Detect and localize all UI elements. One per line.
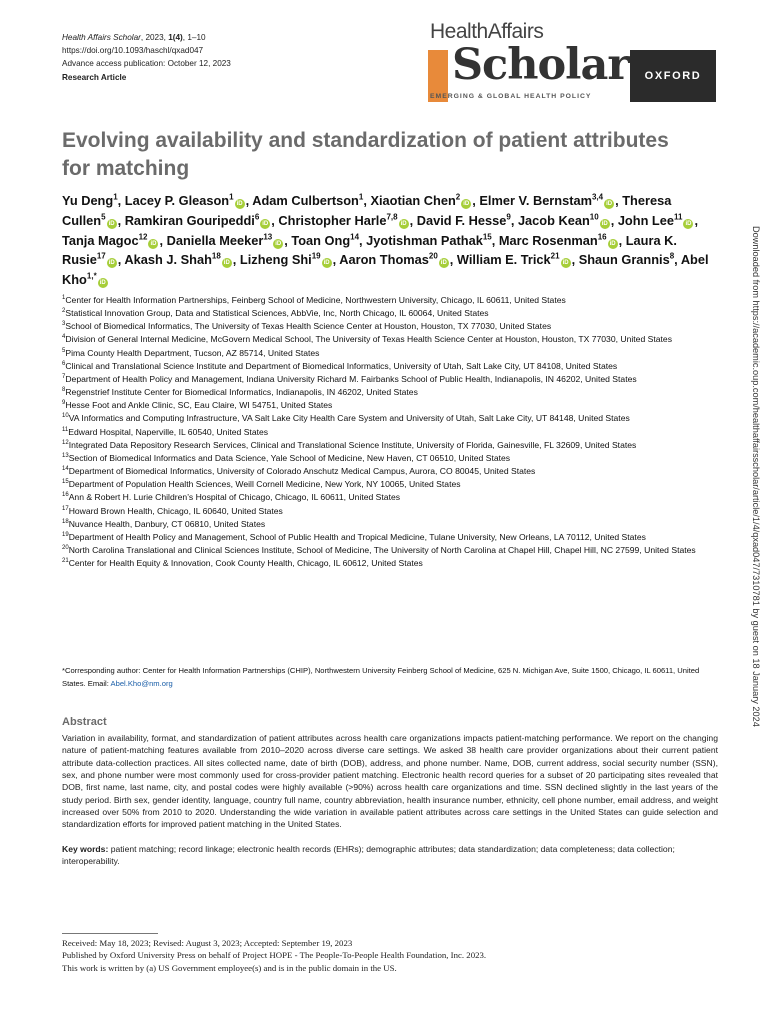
affiliation-text: Integrated Data Repository Research Services, Clinical and Translational Science Institute, University of Florida, Gainesville, FL 32609, United States xyxy=(68,439,637,450)
orcid-icon[interactable]: iD xyxy=(262,220,269,227)
author-name: William E. Trick xyxy=(456,252,551,268)
affiliation xyxy=(62,412,718,425)
author-name: Christopher Harle xyxy=(278,212,387,228)
author[interactable] xyxy=(479,193,622,208)
author-affiliation-number: 1,* xyxy=(86,271,97,281)
keywords-list: patient matching; record linkage; electronic health records (EHRs); demographic attributes; data standardization; data completeness; data collection; interoperability. xyxy=(62,844,675,867)
author-separator: , xyxy=(359,232,367,248)
author-name: Ramkiran Gouripeddi xyxy=(124,212,255,228)
author-name: Lacey P. Gleason xyxy=(124,193,230,208)
author-separator: , xyxy=(159,232,167,248)
affiliation xyxy=(62,399,718,412)
author-affiliation-number: 20 xyxy=(428,252,438,262)
orcid-icon[interactable]: iD xyxy=(609,240,616,247)
doi-link[interactable]: https://doi.org/10.1093/haschl/qxad047 xyxy=(62,46,204,56)
affiliation-number: 19 xyxy=(62,531,69,538)
author-affiliation-number: 14 xyxy=(350,232,360,242)
affiliation xyxy=(62,320,718,333)
orcid-icon[interactable]: iD xyxy=(108,220,115,227)
author-separator: , xyxy=(271,212,279,228)
author-affiliation-number: 7,8 xyxy=(386,212,398,222)
affiliation xyxy=(62,439,718,452)
affiliation-text: Howard Brown Health, Chicago, IL 60640, United States xyxy=(68,505,283,516)
affiliation xyxy=(62,386,718,399)
author-affiliation-number: 17 xyxy=(96,252,106,262)
corresponding-email-link[interactable]: Abel.Kho@nm.org xyxy=(110,678,173,688)
orcid-icon[interactable]: iD xyxy=(601,220,608,227)
author-separator: , xyxy=(571,252,579,268)
author-name: Toan Ong xyxy=(291,232,351,248)
affiliation xyxy=(62,307,718,320)
author[interactable] xyxy=(240,252,339,267)
oxford-logo: OXFORD xyxy=(630,50,716,102)
affiliation xyxy=(62,294,718,307)
affiliation xyxy=(62,491,718,504)
affiliation xyxy=(62,518,718,531)
article-type: Research Article xyxy=(62,72,127,82)
affiliation-number: 17 xyxy=(62,505,69,512)
author-name: Yu Deng xyxy=(62,193,114,208)
affiliation xyxy=(62,465,718,478)
affiliation-number: 18 xyxy=(62,518,69,525)
author-name: Marc Rosenman xyxy=(498,232,598,248)
author-separator: , xyxy=(117,193,125,208)
affiliation-number: 7 xyxy=(62,374,66,381)
author-separator: , xyxy=(618,232,626,248)
author-affiliation-number: 5 xyxy=(101,212,106,222)
affiliation xyxy=(62,347,718,360)
author-name: Elmer V. Bernstam xyxy=(479,193,592,208)
author-affiliation-number: 9 xyxy=(506,212,511,222)
author-separator: , xyxy=(694,212,699,228)
orcid-icon[interactable]: iD xyxy=(400,220,407,227)
affiliation-text: North Carolina Translational and Clinical Sciences Institute, School of Medicine, The University of North Carolina at Chapel Hill, Chapel Hill, NC 27599, United States xyxy=(68,544,696,555)
author-separator: , xyxy=(284,232,292,248)
affiliation-text: Department of Population Health Sciences, Weill Cornell Medicine, New York, NY 10065, United States xyxy=(68,479,461,490)
author-name: Jacob Kean xyxy=(517,212,590,228)
author-name: John Lee xyxy=(617,212,674,228)
author-separator: , xyxy=(363,193,371,208)
journal-citation-block xyxy=(62,31,362,84)
abstract-body: Variation in availability, format, and standardization of patient attributes across health care organizations impacts patient-matching performance. We report on the changing nature of patient-matching features available from 2010–2020 across diverse care settings. We asked 38 health care provider organizations about their current patient attribute data-collection practices. All sites collected name, date of birth (DOB), address, and phone number. Name, DOB, current address, social security number (SSN), sex, and phone number were most commonly used for cross-provider patient matching. Electronic health record queries for a subset of 20 participating sites revealed that DOB, first name, last name, city, and postal codes were highly available (>90%) across health care organizations and time. SSN declined slightly in the last years of the study period. Birth sex, gender identity, language, country full name, country abbreviation, health insurance number, ethnicity, cell phone number, email address, and weight increased over 50% from 2010 to 2020. Understanding the wide variation in available patient attributes across care settings in the United States can guide selection and standardization efforts for improved patient matching in the United States. xyxy=(62,733,718,830)
affiliation-number: 13 xyxy=(62,453,69,460)
affiliation-number: 3 xyxy=(62,321,66,328)
author[interactable] xyxy=(167,233,292,248)
affiliation-text: Nuvance Health, Danbury, CT 06810, United States xyxy=(68,518,266,529)
affiliation-text: Division of General Internal Medicine, McGovern Medical School, The University of Texas Health Science Center at Houston, Houston, TX 77030, United States xyxy=(65,334,672,345)
citation-year: , 2023, xyxy=(140,33,169,42)
author-affiliation-number: 10 xyxy=(589,212,599,222)
footer-public-domain: This work is written by (a) US Government employee(s) and is in the public domain in the US. xyxy=(62,962,397,973)
affiliation-list xyxy=(62,294,718,570)
author[interactable] xyxy=(291,233,366,248)
author-name: Daniella Meeker xyxy=(166,232,264,248)
affiliation xyxy=(62,426,718,439)
affiliation-number: 21 xyxy=(62,558,69,565)
author[interactable] xyxy=(579,252,681,267)
author-affiliation-number: 18 xyxy=(211,252,221,262)
author[interactable] xyxy=(370,193,479,208)
affiliation xyxy=(62,333,718,346)
affiliation xyxy=(62,505,718,518)
author-affiliation-number: 1 xyxy=(358,192,364,202)
affiliation-number: 5 xyxy=(62,347,66,354)
affiliation xyxy=(62,373,718,386)
author-list xyxy=(62,191,718,290)
author[interactable] xyxy=(618,213,698,228)
author-name: Xiaotian Chen xyxy=(370,193,456,208)
author-affiliation-number: 19 xyxy=(311,252,321,262)
author-separator: , xyxy=(610,212,618,228)
author-name: Shaun Grannis xyxy=(578,252,670,268)
author-separator: , xyxy=(472,193,480,208)
author-separator: , xyxy=(245,193,253,208)
affiliation-text: Center for Health Information Partnerships, Feinberg School of Medicine, Northwestern University, Chicago, IL 60611, United States xyxy=(65,295,566,305)
footer-publisher: Published by Oxford University Press on behalf of Project HOPE - The People-To-People Health Foundation, Inc. 2023. xyxy=(62,950,487,961)
affiliation xyxy=(62,452,718,465)
orcid-icon[interactable]: iD xyxy=(236,201,243,207)
author-name: Abel Kho xyxy=(62,252,709,288)
affiliation-text: Section of Biomedical Informatics and Data Science, Yale School of Medicine, New Haven, CT 06510, United States xyxy=(68,452,511,463)
affiliation-text: Edward Hospital, Naperville, IL 60540, United States xyxy=(68,426,269,437)
orcid-icon[interactable]: iD xyxy=(150,240,157,247)
author[interactable] xyxy=(339,252,457,267)
author-separator: , xyxy=(409,212,417,228)
author-separator: , xyxy=(332,252,340,268)
affiliation xyxy=(62,544,718,557)
author-affiliation-number: 2 xyxy=(455,192,461,202)
author-separator: , xyxy=(449,252,457,268)
orcid-icon[interactable]: iD xyxy=(685,220,692,227)
logo-tagline: EMERGING & GLOBAL HEALTH POLICY xyxy=(430,93,592,100)
keywords-label: Key words: xyxy=(62,844,109,854)
footer-notes xyxy=(62,937,718,974)
author-affiliation-number: 6 xyxy=(254,212,260,222)
affiliation-number: 11 xyxy=(62,426,69,433)
author-affiliation-number: 11 xyxy=(674,212,683,222)
orcid-icon[interactable]: iD xyxy=(562,260,569,267)
affiliation-text: School of Biomedical Informatics, The University of Texas Health Science Center at Houston, Houston, TX 77030, United States xyxy=(65,321,552,332)
citation-pages: , 1–10 xyxy=(182,33,206,42)
affiliation-number: 8 xyxy=(62,387,66,394)
affiliation-number: 1 xyxy=(62,295,66,302)
author[interactable] xyxy=(62,193,125,208)
affiliation-text: Hesse Foot and Ankle Clinic, SC, Eau Claire, WI 54751, United States xyxy=(65,400,333,411)
affiliation-text: Department of Biomedical Informatics, University of Colorado Anschutz Medical Campus, Aurora, CO 80045, United States xyxy=(68,466,536,477)
orcid-icon[interactable]: iD xyxy=(99,280,106,287)
orcid-icon[interactable]: iD xyxy=(463,201,470,207)
affiliation-number: 9 xyxy=(62,400,66,407)
author-name: Laura K. Rusie xyxy=(62,232,677,268)
affiliation-number: 14 xyxy=(62,466,69,473)
footer-rule xyxy=(62,933,158,934)
author-affiliation-number: 21 xyxy=(550,252,560,262)
author-affiliation-number: 16 xyxy=(597,232,607,242)
logo-health-affairs: HealthAffairs xyxy=(430,20,544,43)
advance-access-date: Advance access publication: October 12, 2023 xyxy=(62,59,231,69)
author-separator: , xyxy=(117,252,125,268)
journal-logo[interactable] xyxy=(428,20,716,104)
author[interactable] xyxy=(278,213,416,228)
affiliation-number: 12 xyxy=(62,439,69,446)
orcid-icon[interactable]: iD xyxy=(606,201,613,207)
affiliation-number: 10 xyxy=(62,413,69,420)
author-separator: , xyxy=(510,212,518,228)
corresponding-author-text: *Corresponding author: Center for Health Information Partnerships (CHIP), Northwestern University Feinberg School of Medicine, 625 N. Michigan Ave, Suite 1500, Chicago, IL 60611, United States. Email: xyxy=(62,666,700,688)
affiliation xyxy=(62,360,718,373)
affiliation-number: 2 xyxy=(62,308,66,315)
author-name: Adam Culbertson xyxy=(252,193,359,208)
citation-line xyxy=(62,31,362,44)
author-name: Lizheng Shi xyxy=(239,252,312,268)
affiliation-number: 16 xyxy=(62,492,69,499)
abstract-heading: Abstract xyxy=(62,716,107,728)
author-name: David F. Hesse xyxy=(416,212,507,228)
author-affiliation-number: 12 xyxy=(138,232,148,242)
affiliation-number: 6 xyxy=(62,360,66,367)
affiliation-text: Pima County Health Department, Tucson, AZ 85714, United States xyxy=(65,347,320,358)
author[interactable] xyxy=(252,193,370,208)
author-affiliation-number: 3,4 xyxy=(591,192,604,202)
keywords xyxy=(62,843,718,867)
orcid-icon[interactable]: iD xyxy=(323,260,330,267)
author-name: Akash J. Shah xyxy=(124,252,212,268)
affiliation-text: Clinical and Translational Science Institute and Department of Biomedical Informatics, University of Utah, Salt Lake City, UT 84108, United States xyxy=(65,360,618,371)
journal-name: Health Affairs Scholar xyxy=(62,33,141,42)
affiliation xyxy=(62,557,718,570)
download-note-text: Downloaded from https://academic.oup.com/healthaffairsscholar/article/1/4/qxad047/7310781 by guest on 18 January 2024 xyxy=(751,226,761,727)
footer-dates: Received: May 18, 2023; Revised: August 3, 2023; Accepted: September 19, 2023 xyxy=(62,938,353,948)
author[interactable] xyxy=(125,193,252,208)
orcid-icon[interactable]: iD xyxy=(440,260,447,267)
download-watermark xyxy=(747,226,761,826)
affiliation-text: Center for Health Equity & Innovation, Cook County Health, Chicago, IL 60612, United States xyxy=(68,558,423,569)
author-separator: , xyxy=(491,232,499,248)
affiliation xyxy=(62,478,718,491)
author-name: Tanja Magoc xyxy=(62,232,139,248)
affiliation-number: 4 xyxy=(62,334,66,341)
author-separator: , xyxy=(232,252,240,268)
author[interactable] xyxy=(499,233,626,248)
author-separator: , xyxy=(674,252,681,268)
corresponding-author xyxy=(62,665,718,690)
affiliation-text: Department of Health Policy and Management, Indiana University Richard M. Fairbanks School of Public Health, Indianapolis, IN 46202, United States xyxy=(65,373,637,384)
logo-scholar: Scholar xyxy=(452,40,630,90)
article-title: Evolving availability and standardization of patient attributes for matching xyxy=(62,129,669,180)
author[interactable] xyxy=(62,233,167,248)
citation-volume: 1(4) xyxy=(168,33,183,42)
affiliation-number: 20 xyxy=(62,545,69,552)
author-separator: , xyxy=(615,193,623,208)
author-separator: , xyxy=(117,212,125,228)
author-affiliation-number: 1 xyxy=(229,192,234,202)
author-name: Jyotishman Pathak xyxy=(366,232,483,248)
affiliation xyxy=(62,531,718,544)
author-name: Aaron Thomas xyxy=(339,252,429,268)
author-affiliation-number: 15 xyxy=(482,232,492,242)
author[interactable] xyxy=(124,252,240,267)
author-affiliation-number: 8 xyxy=(669,252,675,262)
author[interactable] xyxy=(366,233,499,248)
affiliation-text: Department of Health Policy and Management, School of Public Health and Tropical Medicine, Tulane University, New Orleans, LA 70112, United States xyxy=(68,531,646,542)
affiliation-number: 15 xyxy=(62,479,69,486)
author-affiliation-number: 1 xyxy=(113,192,118,202)
affiliation-text: Ann & Robert H. Lurie Children’s Hospital of Chicago, Chicago, IL 60611, United States xyxy=(68,492,401,503)
affiliation-text: VA Informatics and Computing Infrastructure, VA Salt Lake City Health Care System and University of Utah, Salt Lake City, UT 84148, United States xyxy=(68,413,630,424)
affiliation-text: Regenstrief Institute Center for Biomedical Informatics, Indianapolis, IN 46202, United States xyxy=(65,387,418,398)
author-affiliation-number: 13 xyxy=(263,232,273,242)
author-name: Theresa Cullen xyxy=(62,193,672,228)
author[interactable] xyxy=(125,213,279,228)
author[interactable] xyxy=(457,252,579,267)
orcid-icon[interactable]: iD xyxy=(275,240,282,247)
orcid-icon[interactable]: iD xyxy=(223,260,230,267)
author[interactable] xyxy=(518,213,618,228)
affiliation-text: Statistical Innovation Group, Data and Statistical Sciences, AbbVie, Inc, North Chicago, IL 60064, United States xyxy=(65,308,489,319)
author[interactable] xyxy=(417,213,518,228)
orcid-icon[interactable]: iD xyxy=(108,260,115,267)
